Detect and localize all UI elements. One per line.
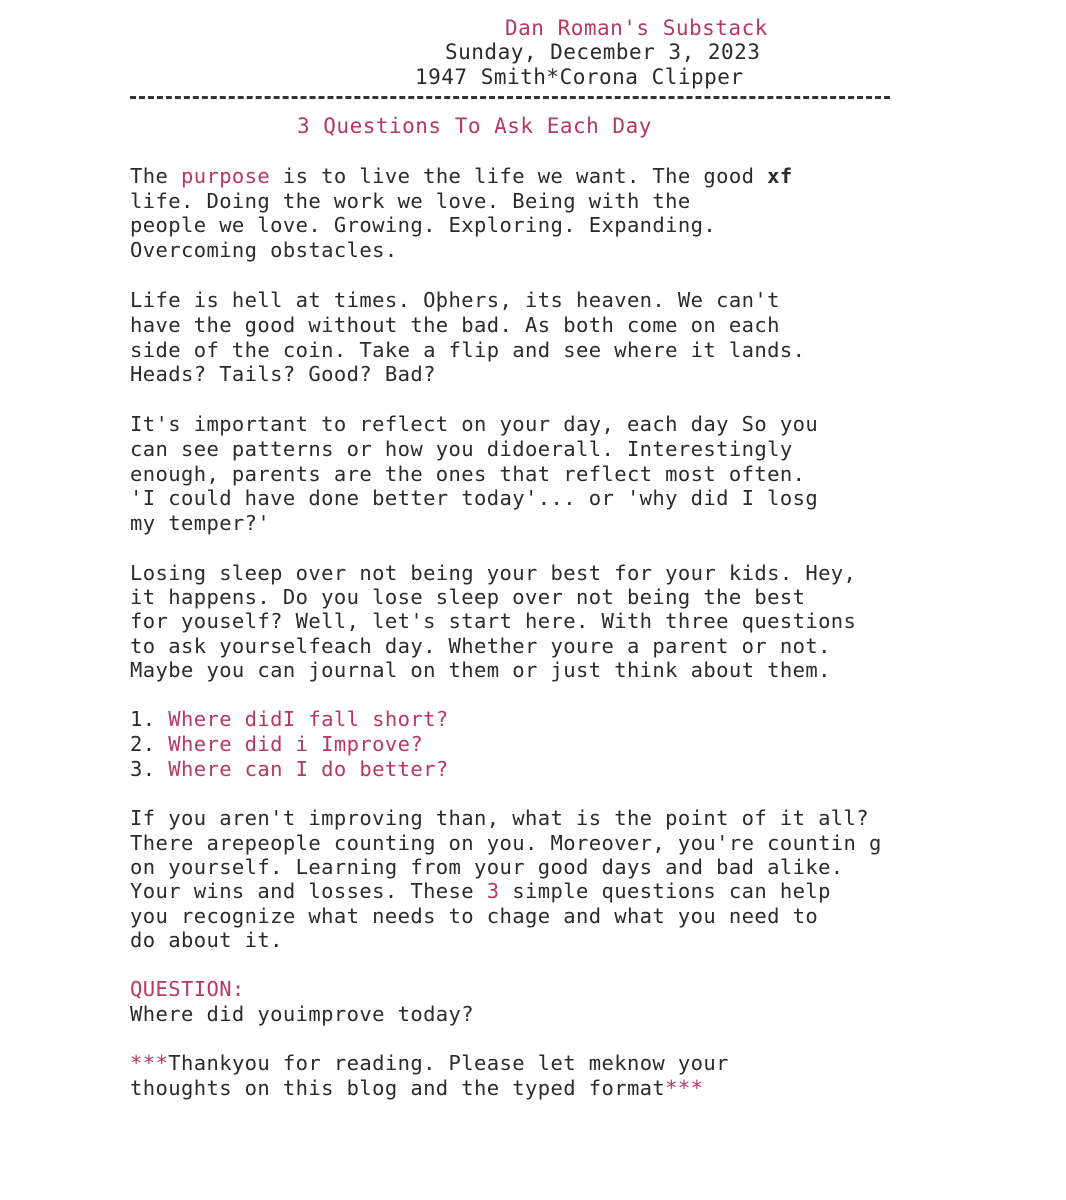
- paragraph-4-line-2: it happens. Do you lose sleep over not being the best: [130, 585, 806, 609]
- substack-name: Dan Roman's Substack: [505, 16, 768, 40]
- question-text: Where did youimprove today?: [130, 1002, 475, 1026]
- paragraph-2-line-4: Heads? Tails? Good? Bad?: [130, 362, 436, 386]
- paragraph-3-line-2: can see patterns or how you didoerall. Interestingly: [130, 437, 793, 461]
- struck-letters: xf: [767, 164, 793, 188]
- paragraph-3-line-1: It's important to reflect on your day, each day So you: [130, 412, 819, 436]
- paragraph-2-line-1: Life is hell at times. Oþhers, its heaven. We can't: [130, 288, 780, 312]
- question-item-1: 1. Where didI fall short?: [130, 707, 449, 731]
- closing-line-2: thoughts on this blog and the typed format***: [130, 1076, 704, 1100]
- paragraph-2-line-2: have the good without the bad. As both come on each: [130, 313, 780, 337]
- paragraph-5-line-1: If you aren't improving than, what is the point of it all?: [130, 806, 870, 830]
- paragraph-3-line-5: my temper?': [130, 511, 271, 535]
- paragraph-5-line-2: There arepeople counting on you. Moreover, you're countin g: [130, 831, 882, 855]
- paragraph-1-line-1: The purpose is to live the life we want. The good xf: [130, 164, 793, 188]
- paragraph-4-line-4: to ask yourselfeach day. Whether youre a parent or not.: [130, 634, 831, 658]
- paragraph-5-line-3: on yourself. Learning from your good days and bad alike.: [130, 855, 844, 879]
- typewriter-model: 1947 Smith*Corona Clipper: [415, 65, 744, 89]
- question-item-3: 3. Where can I do better?: [130, 757, 449, 781]
- post-title: 3 Questions To Ask Each Day: [297, 114, 652, 138]
- paragraph-2-line-3: side of the coin. Take a flip and see where it lands.: [130, 338, 806, 362]
- paragraph-5-line-6: do about it.: [130, 928, 283, 952]
- emphasis-purpose: purpose: [180, 164, 271, 188]
- paragraph-1-line-2: life. Doing the work we love. Being with the: [130, 189, 691, 213]
- paragraph-5-line-5: you recognize what needs to chage and what you need to: [130, 904, 819, 928]
- paragraph-3-line-4: 'I could have done better today'... or 'why did I losg: [130, 486, 819, 510]
- paragraph-1-line-4: Overcoming obstacles.: [130, 238, 398, 262]
- question-item-2: 2. Where did i Improve?: [130, 732, 424, 756]
- closing-line-1: ***Thankyou for reading. Please let meknow your: [130, 1051, 729, 1075]
- paragraph-4-line-5: Maybe you can journal on them or just think about them.: [130, 658, 831, 682]
- post-date: Sunday, December 3, 2023: [445, 40, 761, 64]
- paragraph-4-line-1: Losing sleep over not being your best for your kids. Hey,: [130, 561, 857, 585]
- paragraph-1-line-3: people we love. Growing. Exploring. Expanding.: [130, 213, 717, 237]
- question-label: QUESTION:: [130, 977, 245, 1001]
- paragraph-4-line-3: for youself? Well, let's start here. With three questions: [130, 609, 857, 633]
- paragraph-3-line-3: enough, parents are the ones that reflect most often.: [130, 462, 806, 486]
- dashed-divider: [130, 96, 890, 99]
- paragraph-5-line-4: Your wins and losses. These 3 simple questions can help: [130, 879, 831, 903]
